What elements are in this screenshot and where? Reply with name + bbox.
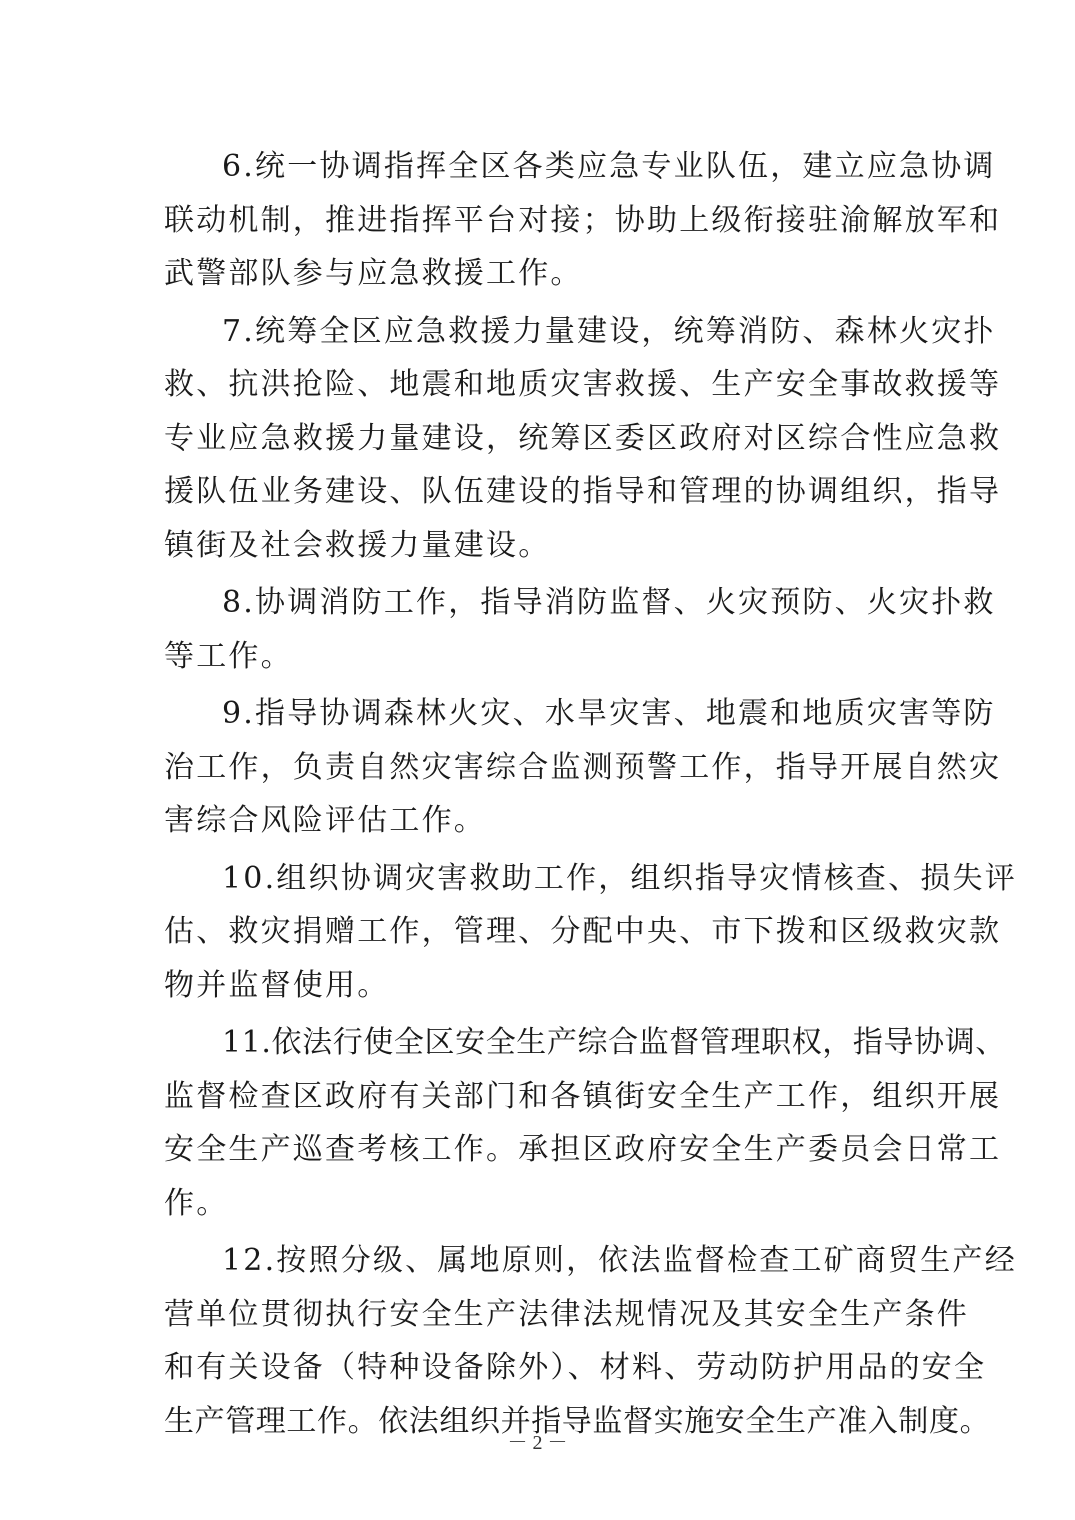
text-line: 和有关设备（特种设备除外）、材料、劳动防护用品的安全 [164,1350,987,1385]
text-line: 估、救灾捐赠工作，管理、分配中央、市下拨和区级救灾款 [164,914,1002,949]
text-line: 9.指导协调森林火灾、水旱灾害、地震和地质灾害等防 [222,696,996,731]
paragraph-item-7 [164,305,1002,573]
text-line: 11.依法行使全区安全生产综合监督管理职权，指导协调、 [222,1025,1006,1060]
document-body [164,140,1017,1452]
text-line: 安全生产巡查考核工作。承担区政府安全生产委员会日常工 [164,1132,1002,1167]
paragraph-item-6 [164,140,1002,301]
text-line: 等工作。 [164,638,293,674]
page-number: － 2 － [507,1432,568,1454]
text-line: 武警部队参与应急救援工作。 [164,256,583,291]
text-line: 专业应急救援力量建设，统筹区委区政府对区综合性应急救 [164,420,1002,456]
paragraph-item-11 [164,1016,1006,1230]
paragraph-item-10 [164,852,1017,1013]
text-line: 作。 [164,1185,229,1221]
text-line: 联动机制，推进指挥平台对接；协助上级衔接驻渝解放军和 [164,202,1002,238]
text-line: 10.组织协调灾害救助工作，组织指导灾情核查、损失评 [222,860,1017,896]
text-line: 援队伍业务建设、队伍建设的指导和管理的协调组织，指导 [164,474,1002,509]
text-line: 救、抗洪抢险、地震和地质灾害救援、生产安全事故救援等 [164,367,1002,402]
text-line: 6.统一协调指挥全区各类应急专业队伍，建立应急协调 [222,149,996,184]
text-line: 8.协调消防工作，指导消防监督、火灾预防、火灾扑救 [222,585,996,620]
text-line: 害综合风险评估工作。 [164,803,486,838]
text-line: 物并监督使用。 [164,967,390,1003]
text-line: 镇街及社会救援力量建设。 [164,527,551,563]
text-line: 12.按照分级、属地原则，依法监督检查工矿商贸生产经 [222,1243,1017,1278]
text-line: 营单位贯彻执行安全生产法律法规情况及其安全生产条件 [164,1296,969,1332]
text-line: 7.统筹全区应急救援力量建设，统筹消防、森林火灾扑 [222,313,996,349]
text-line: 监督检查区政府有关部门和各镇街安全生产工作，组织开展 [164,1078,1002,1114]
text-line: 治工作，负责自然灾害综合监测预警工作，指导开展自然灾 [164,749,1002,785]
paragraph-item-9 [164,687,1002,848]
text-line: 生产管理工作。依法组织并指导监督实施安全生产准入制度。 [164,1403,991,1439]
paragraph-item-8 [164,576,996,683]
paragraph-item-12 [164,1234,1017,1448]
